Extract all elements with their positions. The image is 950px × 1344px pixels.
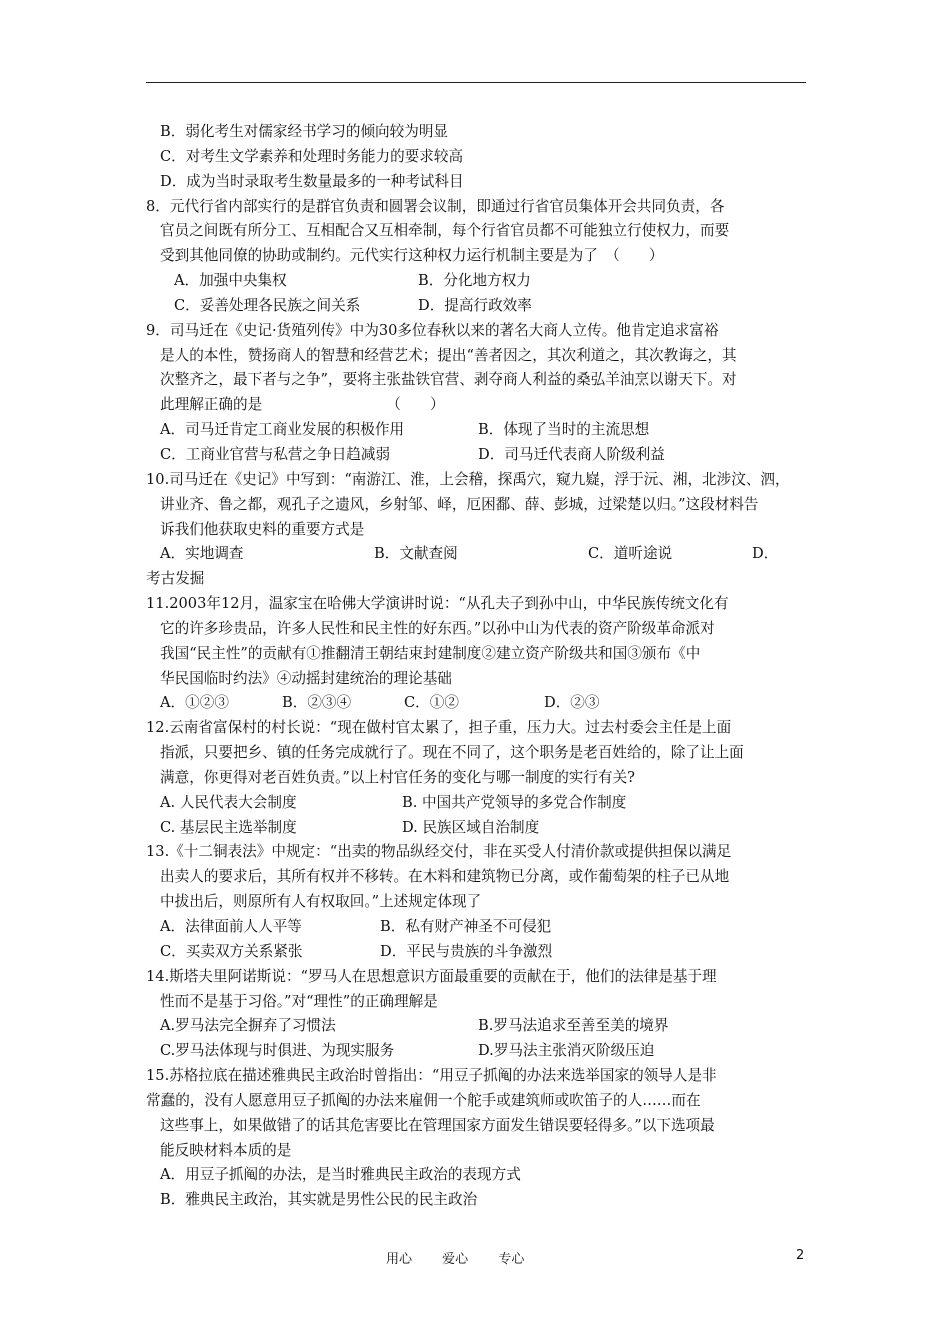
q10-stem-line-1: 10.司马迁在《史记》中写到：“南游江、淮，上会稽，探禹穴，窥九嶷，浮于沅、湘，北涉汶、泗， — [146, 470, 790, 488]
q14-stem-line-1: 14.斯塔夫里阿诺斯说：“罗马人在思想意识方面最重要的贡献在于，他们的法律是基于理 — [146, 967, 717, 985]
footer-word-1: 用心 — [386, 1252, 413, 1267]
q11-option-b: B．②③④ — [282, 694, 352, 712]
q9-option-d: D．司马迁代表商人阶级利益 — [478, 445, 665, 463]
q14-options-row-1 — [146, 1014, 812, 1039]
q9-options-row-2 — [146, 443, 812, 468]
q11-option-a: A．①②③ — [160, 694, 229, 712]
q9-stem-line-1: 9．司马迁在《史记·货殖列传》中为30多位春秋以来的著名大商人立传。他肯定追求富裕 — [146, 321, 719, 339]
q14-option-d: D.罗马法主张消灭阶级压迫 — [478, 1042, 655, 1060]
q11-option-c: C．①② — [404, 694, 459, 712]
q14-option-a: A.罗马法完全摒弃了习惯法 — [160, 1017, 336, 1035]
q10-option-d: D． — [752, 545, 779, 563]
q15-stem-line-3: 这些事上，如果做错了的话其危害要比在管理国家方面发生错误要轻得多。”以下选项最 — [160, 1116, 715, 1134]
q8-options-row-1 — [146, 269, 812, 294]
q15-stem-line-4: 能反映材料本质的是 — [160, 1141, 292, 1159]
q9-stem-line-2: 是人的本性，赞扬商人的智慧和经营艺术；提出“善者因之，其次利道之，其次教诲之，其 — [160, 346, 737, 364]
q12-stem-line-1: 12.云南省富保村的村长说：“现在做村官太累了，担子重，压力大。过去村委会主任是上面 — [146, 719, 732, 737]
q15-stem-line-1: 15.苏格拉底在描述雅典民主政治时曾指出：“用豆子抓阄的办法来选举国家的领导人是非 — [146, 1067, 717, 1085]
q9-stem-line-3: 次整齐之，最下者与之争”，要将主张盐铁官营、剥夺商人利益的桑弘羊油烹以谢天下。对 — [160, 371, 737, 389]
q8-stem-line-2: 官员之间既有所分工、互相配合又互相牵制，每个行省官员都不可能独立行使权力，而要 — [160, 222, 730, 240]
q10-option-d-continued: 考古发掘 — [146, 570, 205, 588]
q9-option-a: A．司马迁肯定工商业发展的积极作用 — [160, 421, 405, 439]
q10-option-a: A．实地调查 — [160, 545, 244, 563]
q10-stem-line-3: 诉我们他获取史料的重要方式是 — [160, 520, 365, 538]
footer-word-2: 爱心 — [442, 1252, 469, 1267]
q8-stem-line-3: 受到其他同僚的协助或制约。元代实行这种权力运行机制主要是为了 （ ） — [160, 247, 664, 265]
q14-stem-line-2: 性而不是基于习俗。”对“理性”的正确理解是 — [160, 992, 438, 1010]
footer-motto — [386, 1248, 550, 1267]
q11-stem-line-1: 11.2003年12月，温家宝在哈佛大学演讲时说：“从孔夫子到孙中山，中华民族传统文化有 — [146, 595, 729, 613]
q13-options-row-1 — [146, 915, 812, 940]
q8-option-c: C．妥善处理各民族之间关系 — [174, 296, 361, 314]
q12-options-row-1 — [146, 791, 812, 816]
q12-option-d: D. 民族区域自治制度 — [402, 818, 540, 836]
q9-option-b: B．体现了当时的主流思想 — [478, 421, 650, 439]
q15-stem-line-2: 常蠢的，没有人愿意用豆子抓阄的办法来雇佣一个舵手或建筑师或吹笛子的人……而在 — [146, 1091, 701, 1109]
header-rule — [146, 82, 806, 83]
q7-option-c: C．对考生文学素养和处理时务能力的要求较高 — [160, 147, 464, 165]
q12-option-a: A. 人民代表大会制度 — [160, 793, 297, 811]
q9-stem-line-4: 此理解正确的是 （ ） — [160, 396, 445, 414]
q15-option-a: A．用豆子抓阄的办法，是当时雅典民主政治的表现方式 — [160, 1166, 521, 1184]
q10-option-c: C．道听途说 — [588, 545, 673, 563]
q12-option-c: C. 基层民主选举制度 — [160, 818, 297, 836]
q8-options-row-2 — [146, 294, 812, 319]
q10-option-b: B．文献查阅 — [374, 545, 458, 563]
q12-stem-line-2: 指派，只要把乡、镇的任务完成就行了。现在不同了，这个职务是老百姓给的，除了让上面 — [160, 744, 744, 762]
q9-options-row-1 — [146, 418, 812, 443]
q13-stem-line-1: 13.《十二铜表法》中规定：“出卖的物品纵经交付，非在买受人付清价款或提供担保以满足 — [146, 843, 732, 861]
q10-stem-line-2: 讲业齐、鲁之都，观孔子之遗风，乡射邹、峄，厄困鄱、薛、彭城，过梁楚以归。”这段材料告 — [160, 495, 759, 513]
q11-stem-line-2: 它的许多珍贵品，许多人民性和民主性的好东西。”以孙中山为代表的资产阶级革命派对 — [160, 619, 715, 637]
q7-option-d: D．成为当时录取考生数量最多的一种考试科目 — [160, 172, 464, 190]
q12-option-b: B. 中国共产党领导的多党合作制度 — [402, 793, 627, 811]
q13-option-c: C．买卖双方关系紧张 — [160, 942, 303, 960]
q13-option-a: A．法律面前人人平等 — [160, 918, 302, 935]
q8-option-d: D．提高行政效率 — [418, 296, 532, 314]
q13-stem-line-2: 出卖人的要求后，其所有权并不移转。在木料和建筑物已分离，或作葡萄架的柱子已从地 — [160, 868, 730, 886]
q12-stem-line-3: 满意，你更得对老百姓负责。”以上村官任务的变化与哪一制度的实行有关? — [160, 768, 635, 786]
exam-page-content — [146, 120, 812, 1213]
q14-option-c: C.罗马法体现与时俱进、为现实服务 — [160, 1042, 395, 1060]
q8-option-b: B．分化地方权力 — [418, 272, 531, 290]
q8-option-a: A．加强中央集权 — [174, 272, 287, 290]
q11-option-d: D．②③ — [544, 694, 600, 712]
q11-stem-line-4: 华民国临时约法》④动摇封建统治的理论基础 — [160, 669, 452, 687]
q12-options-row-2 — [146, 816, 812, 841]
q13-option-b: B．私有财产神圣不可侵犯 — [380, 918, 552, 935]
page-number: 2 — [796, 1248, 805, 1263]
q13-options-row-2 — [146, 940, 812, 965]
q7-option-b: B．弱化考生对儒家经书学习的倾向较为明显 — [160, 123, 449, 140]
q13-stem-line-3: 中拔出后，则原所有人有权取回。”上述规定体现了 — [160, 893, 482, 911]
q14-option-b: B.罗马法追求至善至美的境界 — [478, 1017, 669, 1035]
q13-option-d: D．平民与贵族的斗争激烈 — [380, 942, 553, 960]
q9-option-c: C．工商业官营与私营之争日趋减弱 — [160, 445, 391, 463]
q14-options-row-2 — [146, 1039, 812, 1064]
q8-stem-line-1: 8．元代行省内部实行的是群官负责和圆署会议制，即通过行省官员集体开会共同负责，各 — [146, 197, 725, 215]
q10-options-row — [146, 542, 812, 567]
q11-stem-line-3: 我国“民主性”的贡献有①推翻清王朝结束封建制度②建立资产阶级共和国③颁布《中 — [160, 644, 701, 662]
footer-word-3: 专心 — [498, 1252, 525, 1267]
q11-options-row — [146, 691, 812, 716]
q15-option-b: B．雅典民主政治，其实就是男性公民的民主政治 — [160, 1191, 478, 1209]
